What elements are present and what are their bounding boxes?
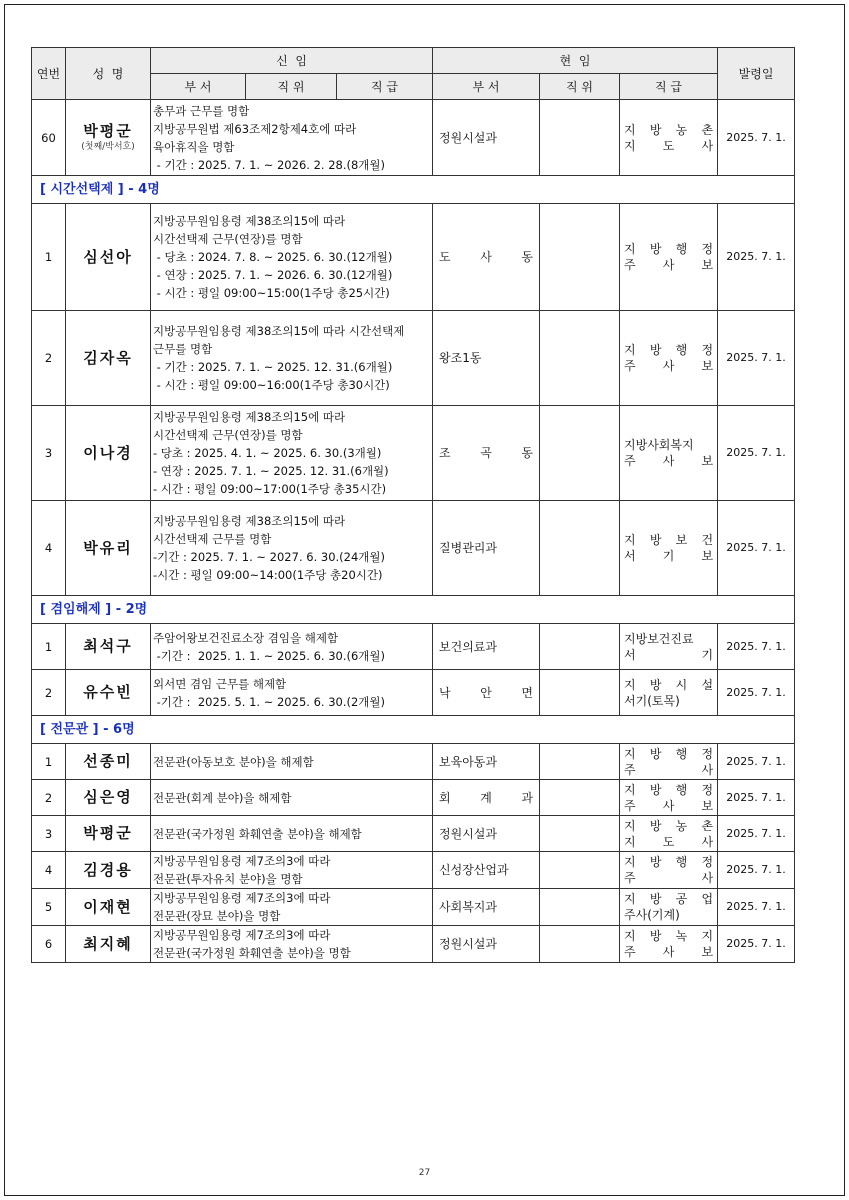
row-seq: 1 bbox=[32, 204, 66, 311]
row-effective-date: 2025. 7. 1. bbox=[718, 889, 795, 926]
grade-line: 주 사 보 bbox=[624, 945, 714, 959]
row-name bbox=[66, 926, 151, 963]
table-row bbox=[32, 816, 795, 852]
grade-line: 지 도 사 bbox=[624, 138, 714, 153]
detail-line: 근무를 명함 bbox=[153, 342, 213, 356]
row-current-grade bbox=[620, 501, 718, 596]
row-current-position bbox=[540, 744, 620, 780]
detail-line: 시간선택제 근무(연장)를 명함 bbox=[153, 232, 303, 246]
row-name bbox=[66, 100, 151, 176]
row-name bbox=[66, 311, 151, 406]
table-row bbox=[32, 889, 795, 926]
table-row bbox=[32, 670, 795, 716]
grade-line: 지 방 행 정 bbox=[624, 343, 714, 357]
grade-line: 지 방 행 정 bbox=[624, 242, 714, 256]
row-current-dept: 낙 안 면 bbox=[433, 670, 540, 716]
table-row bbox=[32, 100, 795, 176]
detail-line: 지방공무원임용령 제38조의15에 따라 bbox=[153, 214, 346, 228]
row-effective-date: 2025. 7. 1. bbox=[718, 780, 795, 816]
grade-line: 지 도 사 bbox=[624, 834, 714, 849]
row-detail bbox=[151, 816, 433, 852]
row-current-position bbox=[540, 100, 620, 176]
detail-line: 전문관(국가정원 화훼연출 분야)을 명함 bbox=[153, 946, 351, 960]
table-row bbox=[32, 624, 795, 670]
row-current-dept: 왕조1동 bbox=[433, 311, 540, 406]
grade-line: 주 사 보 bbox=[624, 258, 714, 272]
detail-line: 전문관(회계 분야)을 해제함 bbox=[153, 790, 292, 805]
grade-line: 지 방 공 업 bbox=[624, 892, 714, 906]
row-name bbox=[66, 744, 151, 780]
grade-line: 서 기 보 bbox=[624, 549, 714, 563]
row-name bbox=[66, 889, 151, 926]
grade-line: 지 방 행 정 bbox=[624, 746, 714, 761]
row-current-grade bbox=[620, 816, 718, 852]
detail-line: 전문관(아동보호 분야)을 해제함 bbox=[153, 754, 314, 769]
detail-line: - 시간 : 평일 09:00~17:00(1주당 총35시간) bbox=[153, 482, 387, 496]
row-seq: 3 bbox=[32, 406, 66, 501]
detail-line: -시간 : 평일 09:00~14:00(1주당 총20시간) bbox=[153, 568, 383, 582]
header-new-grade: 직 급 bbox=[337, 74, 433, 100]
grade-line: 주사(기계) bbox=[624, 908, 680, 922]
row-effective-date: 2025. 7. 1. bbox=[718, 406, 795, 501]
row-current-position bbox=[540, 926, 620, 963]
detail-line: - 당초 : 2024. 7. 8. ~ 2025. 6. 30.(12개월) bbox=[153, 250, 393, 264]
row-name bbox=[66, 816, 151, 852]
detail-line: 지방공무원임용령 제7조의3에 따라 bbox=[153, 928, 331, 942]
row-effective-date: 2025. 7. 1. bbox=[718, 501, 795, 596]
row-current-dept: 정원시설과 bbox=[433, 816, 540, 852]
row-current-dept: 사회복지과 bbox=[433, 889, 540, 926]
row-current-grade bbox=[620, 406, 718, 501]
row-current-dept: 정원시설과 bbox=[433, 100, 540, 176]
grade-line: 지 방 행 정 bbox=[624, 855, 714, 869]
header-row-top bbox=[32, 48, 795, 74]
row-current-grade bbox=[620, 744, 718, 780]
row-seq: 1 bbox=[32, 624, 66, 670]
detail-line: 지방공무원임용령 제38조의15에 따라 bbox=[153, 410, 346, 424]
row-current-dept: 보건의료과 bbox=[433, 624, 540, 670]
header-effective-date: 발령일 bbox=[718, 48, 795, 100]
row-current-grade bbox=[620, 204, 718, 311]
row-current-dept: 정원시설과 bbox=[433, 926, 540, 963]
row-detail bbox=[151, 624, 433, 670]
row-current-position bbox=[540, 204, 620, 311]
person-name: 최지혜 bbox=[83, 934, 133, 953]
row-name bbox=[66, 501, 151, 596]
person-name: 심선아 bbox=[83, 247, 133, 266]
row-seq: 2 bbox=[32, 780, 66, 816]
personnel-table bbox=[31, 47, 795, 963]
detail-line: -기간 : 2025. 5. 1. ~ 2025. 6. 30.(2개월) bbox=[153, 694, 385, 709]
row-name bbox=[66, 624, 151, 670]
row-current-dept: 도 사 동 bbox=[433, 204, 540, 311]
grade-line: 지 방 농 촌 bbox=[624, 122, 714, 137]
row-effective-date: 2025. 7. 1. bbox=[718, 670, 795, 716]
row-name bbox=[66, 780, 151, 816]
header-new-dept: 부 서 bbox=[151, 74, 246, 100]
row-seq: 4 bbox=[32, 501, 66, 596]
row-detail bbox=[151, 311, 433, 406]
grade-line: 지 방 녹 지 bbox=[624, 929, 714, 943]
grade-line: 주 사 bbox=[624, 762, 714, 777]
row-name bbox=[66, 852, 151, 889]
grade-line: 지방사회복지 bbox=[624, 438, 694, 452]
row-detail bbox=[151, 889, 433, 926]
person-name: 심은영 bbox=[83, 788, 133, 806]
row-current-position bbox=[540, 780, 620, 816]
row-current-dept: 신성장산업과 bbox=[433, 852, 540, 889]
detail-line: 지방공무원임용령 제7조의3에 따라 bbox=[153, 891, 331, 905]
section-title: [ 겸임해제 ] - 2명 bbox=[32, 596, 795, 624]
person-name: 이재현 bbox=[83, 897, 133, 916]
header-cur-grade: 직 급 bbox=[620, 74, 718, 100]
detail-line: - 기간 : 2025. 7. 1. ~ 2025. 12. 31.(6개월) bbox=[153, 360, 393, 374]
header-cur-position: 직 위 bbox=[540, 74, 620, 100]
row-current-position bbox=[540, 624, 620, 670]
row-detail bbox=[151, 100, 433, 176]
grade-line: 주 사 보 bbox=[624, 359, 714, 373]
person-name: 선종미 bbox=[83, 752, 133, 770]
person-name: 김경용 bbox=[83, 860, 133, 879]
row-seq: 5 bbox=[32, 889, 66, 926]
grade-line: 주 사 보 bbox=[624, 798, 714, 813]
detail-line: 시간선택제 근무(연장)를 명함 bbox=[153, 428, 303, 442]
person-alias: (첫째/박서호) bbox=[81, 141, 135, 152]
person-name: 최석구 bbox=[83, 637, 133, 655]
detail-line: 지방공무원임용령 제38조의15에 따라 bbox=[153, 514, 346, 528]
header-current-post: 현 임 bbox=[433, 48, 718, 74]
row-effective-date: 2025. 7. 1. bbox=[718, 311, 795, 406]
row-current-position bbox=[540, 311, 620, 406]
grade-line: 서기(토목) bbox=[624, 693, 680, 708]
row-name bbox=[66, 406, 151, 501]
row-seq: 3 bbox=[32, 816, 66, 852]
row-current-grade bbox=[620, 926, 718, 963]
table-row bbox=[32, 501, 795, 596]
detail-line: -기간 : 2025. 1. 1. ~ 2025. 6. 30.(6개월) bbox=[153, 648, 385, 663]
row-current-grade bbox=[620, 624, 718, 670]
section-title: [ 시간선택제 ] - 4명 bbox=[32, 176, 795, 204]
table-row bbox=[32, 311, 795, 406]
person-name: 김자옥 bbox=[83, 348, 133, 367]
row-name bbox=[66, 204, 151, 311]
row-effective-date: 2025. 7. 1. bbox=[718, 624, 795, 670]
detail-line: 육아휴직을 명함 bbox=[153, 139, 235, 154]
detail-line: 외서면 겸임 근무를 해제함 bbox=[153, 676, 287, 691]
row-detail bbox=[151, 501, 433, 596]
grade-line: 지방보건진료 bbox=[624, 631, 694, 646]
detail-line: 시간선택제 근무를 명함 bbox=[153, 532, 272, 546]
row-current-position bbox=[540, 816, 620, 852]
row-current-position bbox=[540, 852, 620, 889]
row-seq: 60 bbox=[32, 100, 66, 176]
grade-line: 지 방 행 정 bbox=[624, 782, 714, 797]
person-name: 유수빈 bbox=[83, 683, 133, 701]
row-current-grade bbox=[620, 311, 718, 406]
row-seq: 1 bbox=[32, 744, 66, 780]
row-current-dept: 회 계 과 bbox=[433, 780, 540, 816]
header-seq: 연번 bbox=[32, 48, 66, 100]
row-current-grade bbox=[620, 100, 718, 176]
detail-line: 지방공무원임용령 제7조의3에 따라 bbox=[153, 854, 331, 868]
row-seq: 2 bbox=[32, 670, 66, 716]
row-current-position bbox=[540, 670, 620, 716]
header-new-post: 신 임 bbox=[151, 48, 433, 74]
row-detail bbox=[151, 204, 433, 311]
row-current-grade bbox=[620, 852, 718, 889]
row-detail bbox=[151, 406, 433, 501]
table-row bbox=[32, 852, 795, 889]
detail-line: -기간 : 2025. 7. 1. ~ 2027. 6. 30.(24개월) bbox=[153, 550, 385, 564]
header-new-position: 직 위 bbox=[246, 74, 337, 100]
row-current-dept: 질병관리과 bbox=[433, 501, 540, 596]
detail-line: 지방공무원임용령 제38조의15에 따라 시간선택제 bbox=[153, 324, 405, 338]
row-effective-date: 2025. 7. 1. bbox=[718, 926, 795, 963]
row-current-grade bbox=[620, 889, 718, 926]
detail-line: 전문관(국가정원 화훼연출 분야)을 해제함 bbox=[153, 826, 362, 841]
row-detail bbox=[151, 744, 433, 780]
grade-line: 주 사 bbox=[624, 871, 714, 885]
table-row bbox=[32, 780, 795, 816]
table-row bbox=[32, 926, 795, 963]
row-detail bbox=[151, 852, 433, 889]
row-current-dept: 보육아동과 bbox=[433, 744, 540, 780]
detail-line: - 시간 : 평일 09:00~15:00(1주당 총25시간) bbox=[153, 286, 390, 300]
detail-line: - 연장 : 2025. 7. 1. ~ 2025. 12. 31.(6개월) bbox=[153, 464, 389, 478]
section-header-row bbox=[32, 176, 795, 204]
row-detail bbox=[151, 670, 433, 716]
row-current-grade bbox=[620, 670, 718, 716]
row-current-grade bbox=[620, 780, 718, 816]
grade-line: 서 기 bbox=[624, 647, 714, 662]
section-header-row bbox=[32, 716, 795, 744]
row-current-position bbox=[540, 889, 620, 926]
table-row bbox=[32, 204, 795, 311]
detail-line: 주암어왕보건진료소장 겸임을 해제함 bbox=[153, 630, 339, 645]
header-cur-dept: 부 서 bbox=[433, 74, 540, 100]
section-header-row bbox=[32, 596, 795, 624]
grade-line: 지 방 보 건 bbox=[624, 533, 714, 547]
table-row bbox=[32, 744, 795, 780]
detail-line: 지방공무원법 제63조제2항제4호에 따라 bbox=[153, 121, 357, 136]
row-current-dept: 조 곡 동 bbox=[433, 406, 540, 501]
row-current-position bbox=[540, 406, 620, 501]
person-name: 이나경 bbox=[83, 443, 133, 462]
row-name bbox=[66, 670, 151, 716]
row-detail bbox=[151, 780, 433, 816]
person-name: 박평군 bbox=[83, 121, 133, 140]
grade-line: 주 사 보 bbox=[624, 454, 714, 468]
detail-line: - 기간 : 2025. 7. 1. ~ 2026. 2. 28.(8개월) bbox=[153, 157, 385, 172]
detail-line: - 당초 : 2025. 4. 1. ~ 2025. 6. 30.(3개월) bbox=[153, 446, 382, 460]
row-effective-date: 2025. 7. 1. bbox=[718, 744, 795, 780]
row-effective-date: 2025. 7. 1. bbox=[718, 816, 795, 852]
detail-line: 총무과 근무를 명함 bbox=[153, 103, 250, 118]
person-name: 박평군 bbox=[83, 824, 133, 842]
row-effective-date: 2025. 7. 1. bbox=[718, 100, 795, 176]
row-detail bbox=[151, 926, 433, 963]
row-seq: 6 bbox=[32, 926, 66, 963]
row-effective-date: 2025. 7. 1. bbox=[718, 204, 795, 311]
row-seq: 2 bbox=[32, 311, 66, 406]
person-name: 박유리 bbox=[83, 538, 133, 557]
detail-line: 전문관(장묘 분야)을 명함 bbox=[153, 909, 281, 923]
table-row bbox=[32, 406, 795, 501]
header-name: 성 명 bbox=[66, 48, 151, 100]
grade-line: 지 방 농 촌 bbox=[624, 818, 714, 833]
detail-line: 전문관(투자유치 분야)을 명함 bbox=[153, 872, 303, 886]
row-seq: 4 bbox=[32, 852, 66, 889]
detail-line: - 연장 : 2025. 7. 1. ~ 2026. 6. 30.(12개월) bbox=[153, 268, 393, 282]
page-number: 27 bbox=[418, 1168, 431, 1178]
grade-line: 지 방 시 설 bbox=[624, 677, 714, 692]
row-effective-date: 2025. 7. 1. bbox=[718, 852, 795, 889]
row-current-position bbox=[540, 501, 620, 596]
detail-line: - 시간 : 평일 09:00~16:00(1주당 총30시간) bbox=[153, 378, 390, 392]
section-title: [ 전문관 ] - 6명 bbox=[32, 716, 795, 744]
